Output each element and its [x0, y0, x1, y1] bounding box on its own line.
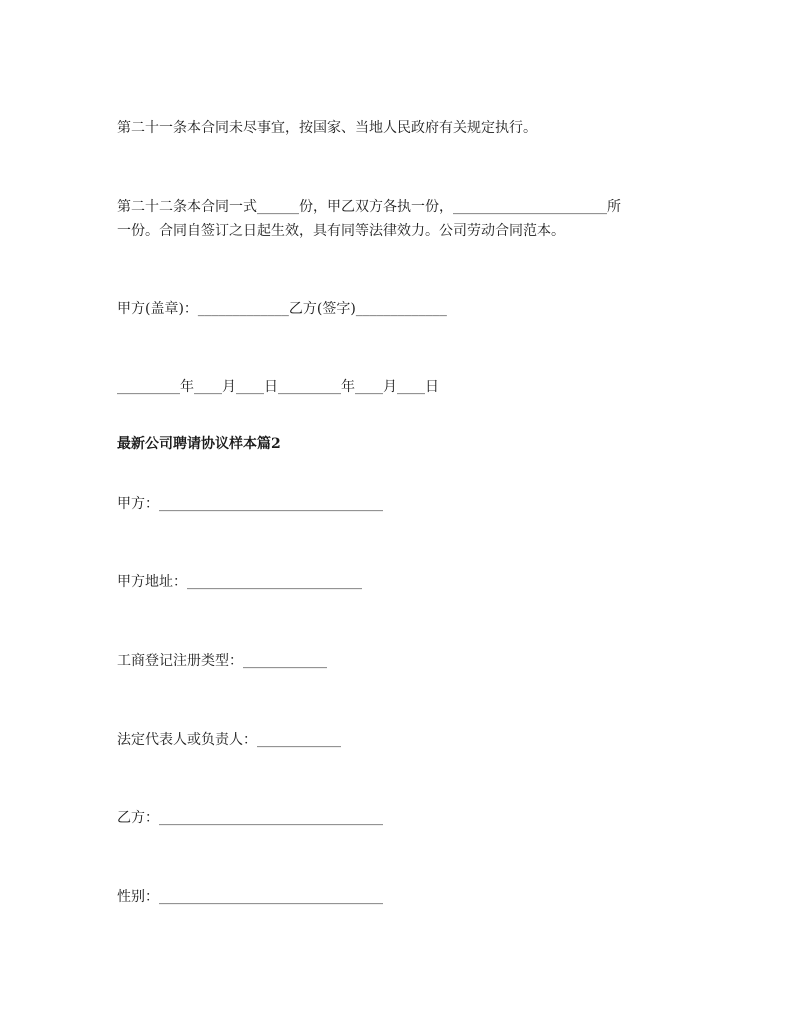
section-title: 最新公司聘请协议样本篇2 — [117, 436, 281, 452]
gender-field: 性别：________________________________ — [117, 889, 383, 905]
business-type-field: 工商登记注册类型：____________ — [117, 653, 327, 669]
party-a-field: 甲方：________________________________ — [117, 496, 383, 512]
legal-representative-field: 法定代表人或负责人：____________ — [117, 732, 341, 748]
article-22-text-line1: 第二十二条本合同一式______份，甲乙双方各执一份，______________________所 — [117, 199, 621, 215]
signature-line: 甲方(盖章)：_____________乙方(签字)_____________ — [117, 301, 447, 317]
article-22-text-line2: 一份。合同自签订之日起生效，具有同等法律效力。公司劳动合同范本。 — [117, 223, 565, 239]
date-line: _________年____月____日_________年____月____日 — [117, 379, 439, 395]
party-b-field: 乙方：________________________________ — [117, 810, 383, 826]
party-a-address-field: 甲方地址：_________________________ — [117, 574, 362, 590]
article-21-text: 第二十一条本合同未尽事宜，按国家、当地人民政府有关规定执行。 — [117, 120, 537, 136]
